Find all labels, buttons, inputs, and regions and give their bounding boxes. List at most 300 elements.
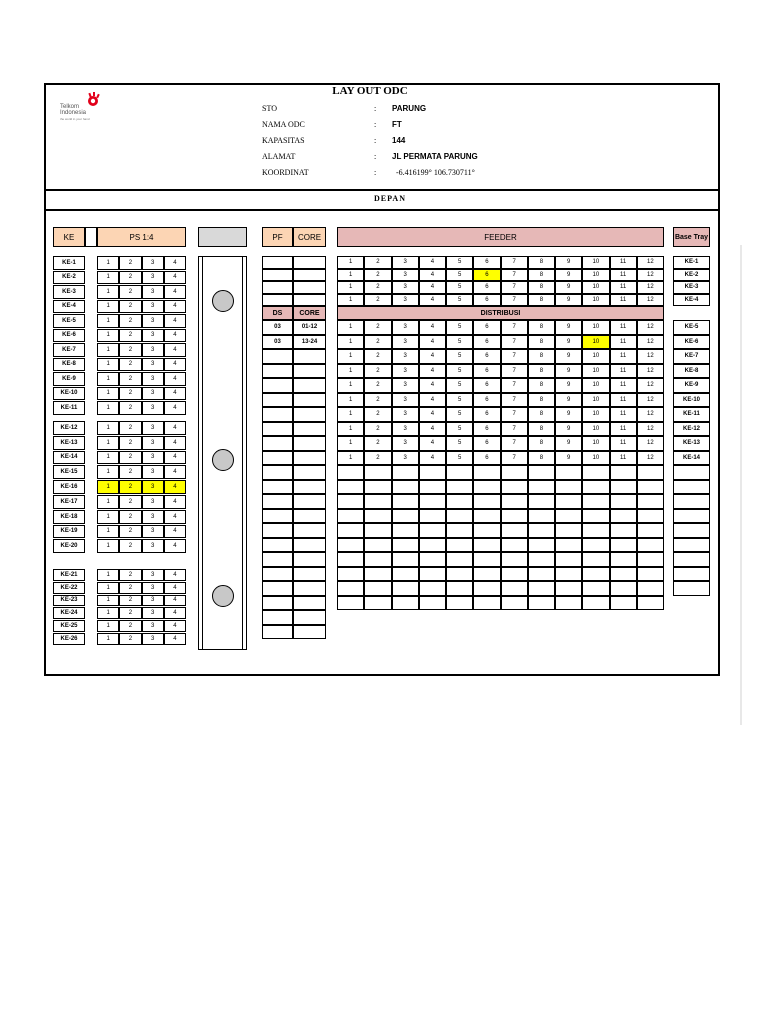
ps-port: 2: [119, 595, 141, 607]
distribusi-core: 9: [555, 320, 582, 335]
distribusi-core: 3: [392, 451, 419, 466]
ps-port: 4: [164, 300, 186, 314]
ps-port: 4: [164, 539, 186, 553]
ps-row-label: KE-12: [53, 421, 85, 435]
ps-port: 1: [97, 372, 119, 386]
core-cell: [293, 269, 326, 282]
distribusi-core: [501, 567, 528, 582]
distribusi-core: [446, 494, 473, 509]
ps-row-label: KE-16: [53, 480, 85, 494]
ps-port: 1: [97, 595, 119, 607]
ps-port: 4: [164, 421, 186, 435]
distribusi-core: 6: [473, 320, 500, 335]
ps-port: 4: [164, 510, 186, 524]
distribusi-core: 12: [637, 378, 664, 393]
ps-port: 1: [97, 620, 119, 632]
distribusi-core: [446, 538, 473, 553]
feeder-core: 12: [637, 294, 664, 307]
feeder-core: 8: [528, 256, 555, 269]
field-label: KAPASITAS: [262, 136, 305, 145]
ds-core-cell: 13-24: [293, 335, 326, 350]
ds-cell: [262, 407, 293, 422]
ps-port: 3: [142, 421, 164, 435]
distribusi-core: 1: [337, 436, 364, 451]
ps-port: 1: [97, 582, 119, 594]
ds-core-cell: [293, 552, 326, 567]
ps-row-label: KE-8: [53, 358, 85, 372]
ds-cell: [262, 581, 293, 596]
ds-cell: [262, 349, 293, 364]
ds-core-cell: [293, 407, 326, 422]
distribusi-core: [528, 509, 555, 524]
ps-port: 2: [119, 285, 141, 299]
distribusi-core: [637, 552, 664, 567]
ps-port: 1: [97, 300, 119, 314]
distribusi-core: 1: [337, 407, 364, 422]
feeder-core: 9: [555, 294, 582, 307]
distribusi-core: 7: [501, 422, 528, 437]
ds-core-cell: [293, 364, 326, 379]
feeder-core: 2: [364, 281, 391, 294]
base-tray-label: KE-2: [673, 269, 710, 282]
distribusi-core: [392, 552, 419, 567]
ps-port: 2: [119, 436, 141, 450]
distribusi-core: [582, 581, 609, 596]
distribusi-core: [392, 494, 419, 509]
ps-port: 2: [119, 620, 141, 632]
ds-core-cell: [293, 567, 326, 582]
feeder-core: 1: [337, 281, 364, 294]
distribusi-core: [555, 552, 582, 567]
ps-row-label: KE-13: [53, 436, 85, 450]
distribusi-core: 9: [555, 364, 582, 379]
ps-port: 1: [97, 387, 119, 401]
base-tray-label: KE-6: [673, 335, 710, 350]
distribusi-core: 1: [337, 393, 364, 408]
base-tray-label: KE-8: [673, 364, 710, 379]
distribusi-core: 2: [364, 320, 391, 335]
ps-row-label: KE-26: [53, 633, 85, 645]
distribusi-core: 3: [392, 335, 419, 350]
feeder-core: 3: [392, 281, 419, 294]
distribusi-core: 7: [501, 349, 528, 364]
distribusi-core: 9: [555, 393, 582, 408]
distribusi-core: [555, 567, 582, 582]
distribusi-core: 6: [473, 349, 500, 364]
field-value: 144: [392, 136, 406, 145]
distribusi-core: 12: [637, 320, 664, 335]
distribusi-core: 9: [555, 407, 582, 422]
distribusi-core: [364, 480, 391, 495]
ps-port: 4: [164, 329, 186, 343]
distribusi-core: 5: [446, 451, 473, 466]
ds-core-cell: [293, 596, 326, 611]
distribusi-core: 5: [446, 436, 473, 451]
distribusi-core: [392, 596, 419, 611]
ps-port: 3: [142, 539, 164, 553]
distribusi-core: 5: [446, 349, 473, 364]
distribusi-core: [446, 480, 473, 495]
distribusi-core: 1: [337, 320, 364, 335]
distribusi-core: [392, 523, 419, 538]
distribusi-core: [582, 480, 609, 495]
distribusi-core: 9: [555, 335, 582, 350]
distribusi-core: 5: [446, 407, 473, 422]
header-divider: [44, 189, 720, 191]
distribusi-core: 4: [419, 364, 446, 379]
ds-cell: [262, 625, 293, 640]
distribusi-core: 10: [582, 349, 609, 364]
ps-row-label: KE-5: [53, 314, 85, 328]
ps-port: 4: [164, 595, 186, 607]
distribusi-header: DISTRIBUSI: [337, 306, 664, 320]
ps-port: 3: [142, 372, 164, 386]
feeder-core: 7: [501, 281, 528, 294]
feeder-core: 10: [582, 256, 609, 269]
ps-row-label: KE-25: [53, 620, 85, 632]
ps-port: 2: [119, 421, 141, 435]
core-cell: [293, 294, 326, 307]
ps-port: 3: [142, 387, 164, 401]
distribusi-core: 4: [419, 335, 446, 350]
field-sep: :: [374, 104, 377, 113]
pf-header: PF: [262, 227, 293, 247]
distribusi-core: 8: [528, 335, 555, 350]
pf-cell: [262, 269, 293, 282]
ds-core-cell: [293, 581, 326, 596]
distribusi-core: [582, 552, 609, 567]
base-tray-label: KE-9: [673, 378, 710, 393]
base-tray-label: [673, 538, 710, 553]
distribusi-core: [473, 509, 500, 524]
ps-row-label: KE-9: [53, 372, 85, 386]
distribusi-core: 7: [501, 320, 528, 335]
distribusi-core: [337, 465, 364, 480]
distribusi-core: 1: [337, 349, 364, 364]
ps-port: 3: [142, 401, 164, 415]
distribusi-core: 10: [582, 320, 609, 335]
ps-port: 3: [142, 285, 164, 299]
feeder-core: 2: [364, 294, 391, 307]
ds-core-cell: [293, 349, 326, 364]
distribusi-core: [337, 596, 364, 611]
distribusi-core: 5: [446, 320, 473, 335]
distribusi-core: [364, 509, 391, 524]
ps-port: 1: [97, 256, 119, 270]
logo-word-2: Indonesia: [60, 110, 87, 116]
distribusi-core: [582, 465, 609, 480]
distribusi-core: [419, 552, 446, 567]
distribusi-core: [337, 538, 364, 553]
distribusi-core: 12: [637, 451, 664, 466]
distribusi-core: 2: [364, 349, 391, 364]
ps-port: 4: [164, 633, 186, 645]
distribusi-core: 9: [555, 378, 582, 393]
distribusi-core: [364, 523, 391, 538]
ps-port: 2: [119, 343, 141, 357]
distribusi-core: [610, 494, 637, 509]
distribusi-core: [473, 480, 500, 495]
distribusi-core: [610, 523, 637, 538]
distribusi-core: [337, 480, 364, 495]
distribusi-core: 12: [637, 393, 664, 408]
ps-port: 4: [164, 569, 186, 581]
distribusi-core: 8: [528, 407, 555, 422]
ps-port: 3: [142, 256, 164, 270]
ps-header: PS 1:4: [97, 227, 186, 247]
ds-cell: [262, 465, 293, 480]
ps-port: 3: [142, 480, 164, 494]
field-value: PARUNG: [392, 104, 427, 113]
ds-cell: [262, 393, 293, 408]
distribusi-core: [364, 552, 391, 567]
feeder-header: FEEDER: [337, 227, 664, 247]
ps-port: 1: [97, 569, 119, 581]
ps-port: 4: [164, 451, 186, 465]
distribusi-core: [392, 567, 419, 582]
distribusi-core: [610, 596, 637, 611]
distribusi-core: [419, 480, 446, 495]
ps-port: 4: [164, 358, 186, 372]
distribusi-core: [555, 509, 582, 524]
distribusi-core: [446, 581, 473, 596]
distribusi-core: 1: [337, 335, 364, 350]
ds-core-cell: [293, 393, 326, 408]
ps-port: 1: [97, 633, 119, 645]
distribusi-core: [528, 596, 555, 611]
distribusi-core: 10: [582, 451, 609, 466]
pf-cell: [262, 256, 293, 269]
field-label: ALAMAT: [262, 152, 296, 161]
distribusi-core: [637, 480, 664, 495]
ps-port: 3: [142, 569, 164, 581]
tray-hole-1: [212, 290, 234, 312]
distribusi-core: 3: [392, 320, 419, 335]
distribusi-core: [446, 523, 473, 538]
distribusi-core: 10: [582, 364, 609, 379]
ds-core-cell: [293, 625, 326, 640]
ps-port: 1: [97, 343, 119, 357]
feeder-core: 12: [637, 256, 664, 269]
ps-port: 3: [142, 620, 164, 632]
distribusi-core: [582, 523, 609, 538]
ps-port: 3: [142, 358, 164, 372]
distribusi-core: 11: [610, 436, 637, 451]
distribusi-core: [337, 567, 364, 582]
feeder-core: 3: [392, 256, 419, 269]
distribusi-core: [473, 596, 500, 611]
ps-port: 1: [97, 358, 119, 372]
ds-core-cell: 01-12: [293, 320, 326, 335]
distribusi-core: 12: [637, 436, 664, 451]
distribusi-core: [337, 523, 364, 538]
feeder-core: 4: [419, 256, 446, 269]
distribusi-core: [637, 494, 664, 509]
feeder-core: 5: [446, 294, 473, 307]
distribusi-core: [364, 465, 391, 480]
distribusi-core: [501, 480, 528, 495]
ds-cell: [262, 422, 293, 437]
ps-row-label: KE-23: [53, 595, 85, 607]
distribusi-core: 11: [610, 407, 637, 422]
distribusi-core: 7: [501, 451, 528, 466]
distribusi-core: 6: [473, 422, 500, 437]
feeder-core: 5: [446, 269, 473, 282]
ps-port: 2: [119, 451, 141, 465]
ps-port: 2: [119, 401, 141, 415]
ds-cell: [262, 494, 293, 509]
ps-port: 1: [97, 465, 119, 479]
distribusi-core: [501, 509, 528, 524]
feeder-core: 8: [528, 294, 555, 307]
ds-core-cell: [293, 480, 326, 495]
distribusi-core: [501, 494, 528, 509]
core-header: CORE: [293, 227, 326, 247]
distribusi-core: 1: [337, 364, 364, 379]
ds-core-cell: [293, 422, 326, 437]
distribusi-core: 5: [446, 364, 473, 379]
ps-port: 2: [119, 480, 141, 494]
distribusi-core: 2: [364, 378, 391, 393]
ps-port: 3: [142, 300, 164, 314]
distribusi-core: [446, 509, 473, 524]
distribusi-core: [528, 523, 555, 538]
distribusi-core: [555, 596, 582, 611]
distribusi-core: 2: [364, 393, 391, 408]
distribusi-core: [473, 567, 500, 582]
ds-cell: [262, 364, 293, 379]
ds-cell: [262, 509, 293, 524]
ds-cell: [262, 567, 293, 582]
distribusi-core: [364, 494, 391, 509]
feeder-core: 10: [582, 269, 609, 282]
feeder-core: 11: [610, 294, 637, 307]
field-sep: :: [374, 152, 377, 161]
ps-port: 1: [97, 314, 119, 328]
distribusi-core: [392, 538, 419, 553]
feeder-core: 4: [419, 281, 446, 294]
ps-port: 4: [164, 387, 186, 401]
ps-port: 3: [142, 314, 164, 328]
feeder-core: 10: [582, 294, 609, 307]
ps-port: 1: [97, 525, 119, 539]
distribusi-core: 1: [337, 422, 364, 437]
feeder-core: 7: [501, 256, 528, 269]
base-tray-label: KE-7: [673, 349, 710, 364]
logo-word-1: Telkom: [60, 104, 80, 110]
ps-port: 4: [164, 256, 186, 270]
feeder-core: 6: [473, 269, 500, 282]
ps-port: 4: [164, 314, 186, 328]
distribusi-core: [501, 538, 528, 553]
distribusi-core: 5: [446, 335, 473, 350]
distribusi-core: 4: [419, 436, 446, 451]
distribusi-core: 12: [637, 349, 664, 364]
distribusi-core: [473, 581, 500, 596]
base-tray-label: [673, 552, 710, 567]
ps-port: 2: [119, 465, 141, 479]
ps-port: 4: [164, 401, 186, 415]
field-sep: :: [374, 168, 377, 177]
distribusi-core: [610, 581, 637, 596]
ds-cell: [262, 552, 293, 567]
ds-cell: [262, 596, 293, 611]
pf-cell: [262, 281, 293, 294]
ps-port: 3: [142, 436, 164, 450]
distribusi-core: 10: [582, 393, 609, 408]
ps-port: 2: [119, 510, 141, 524]
distribusi-core: 11: [610, 378, 637, 393]
feeder-core: 12: [637, 269, 664, 282]
ds-cell: [262, 436, 293, 451]
ps-port: 2: [119, 539, 141, 553]
distribusi-core: [555, 494, 582, 509]
distribusi-core: 12: [637, 335, 664, 350]
base-tray-label: KE-13: [673, 436, 710, 451]
ds-cell: [262, 451, 293, 466]
ps-port: 1: [97, 271, 119, 285]
ps-port: 1: [97, 421, 119, 435]
distribusi-core: 12: [637, 407, 664, 422]
distribusi-core: [528, 465, 555, 480]
feeder-core: 8: [528, 281, 555, 294]
distribusi-core: [446, 465, 473, 480]
base-tray-label: KE-3: [673, 281, 710, 294]
ps-port: 2: [119, 525, 141, 539]
distribusi-core: 6: [473, 451, 500, 466]
distribusi-core: 8: [528, 378, 555, 393]
distribusi-core: [419, 509, 446, 524]
distribusi-core: [501, 552, 528, 567]
distribusi-core: 10: [582, 335, 609, 350]
ps-port: 2: [119, 495, 141, 509]
ps-port: 3: [142, 582, 164, 594]
distribusi-core: [446, 567, 473, 582]
ps-row-label: KE-1: [53, 256, 85, 270]
distribusi-core: [501, 581, 528, 596]
ps-port: 1: [97, 495, 119, 509]
telkom-logo-icon: [84, 92, 102, 108]
distribusi-core: 10: [582, 436, 609, 451]
distribusi-core: [392, 465, 419, 480]
base-tray-label: KE-5: [673, 320, 710, 335]
ps-row-label: KE-15: [53, 465, 85, 479]
distribusi-core: [364, 596, 391, 611]
distribusi-core: [582, 596, 609, 611]
distribusi-core: [610, 465, 637, 480]
distribusi-core: 9: [555, 436, 582, 451]
ps-port: 2: [119, 300, 141, 314]
distribusi-core: 10: [582, 422, 609, 437]
core-cell: [293, 256, 326, 269]
telkom-logo: [58, 92, 108, 122]
distribusi-core: 3: [392, 349, 419, 364]
distribusi-core: [555, 538, 582, 553]
feeder-core: 5: [446, 281, 473, 294]
ps-row-label: KE-7: [53, 343, 85, 357]
distribusi-core: 9: [555, 422, 582, 437]
feeder-core: 1: [337, 256, 364, 269]
slot-header: [198, 227, 247, 247]
ps-row-label: KE-21: [53, 569, 85, 581]
distribusi-core: [610, 567, 637, 582]
ps-port: 1: [97, 329, 119, 343]
distribusi-core: 8: [528, 320, 555, 335]
field-label: STO: [262, 104, 277, 113]
feeder-core: 8: [528, 269, 555, 282]
ps-port: 3: [142, 633, 164, 645]
ps-port: 4: [164, 271, 186, 285]
